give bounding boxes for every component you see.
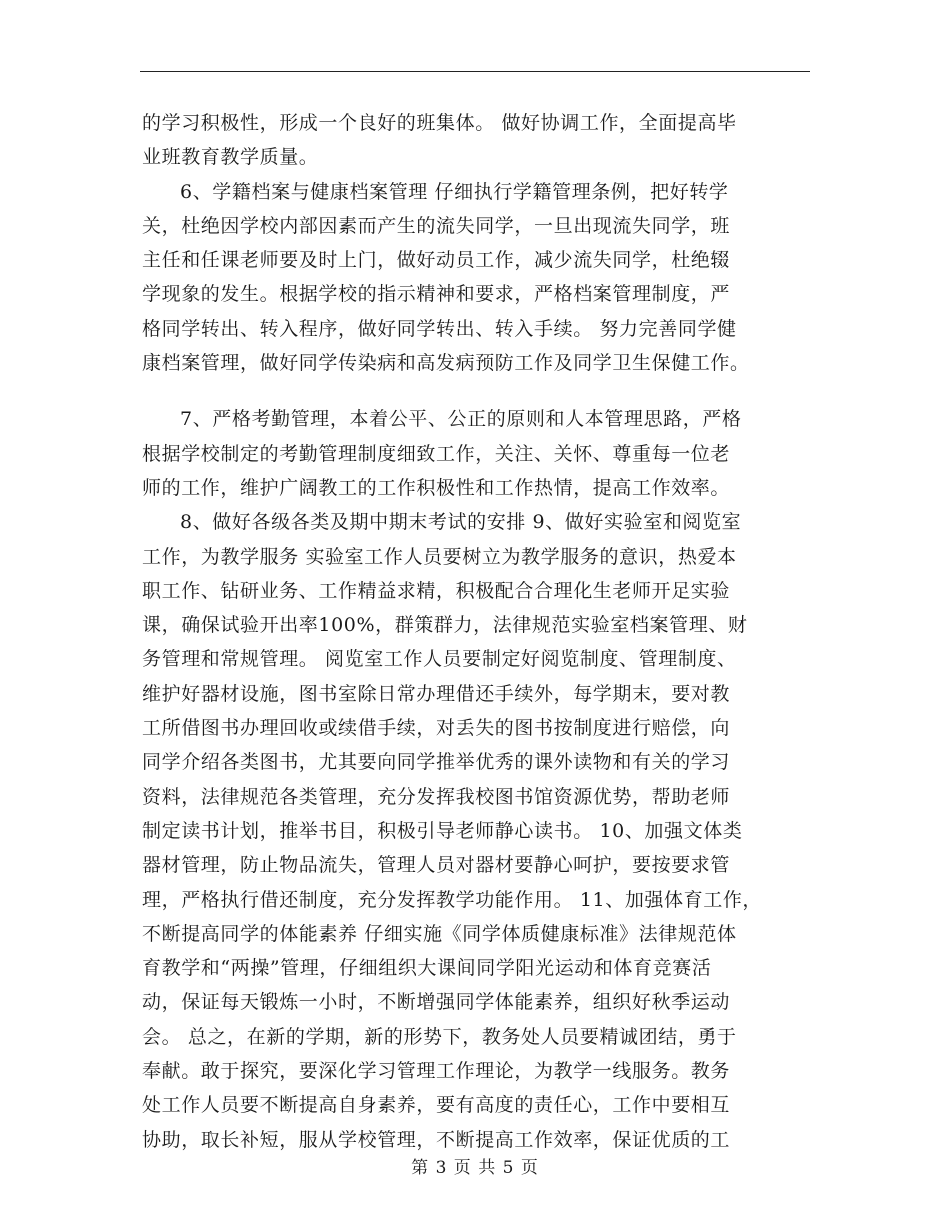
text-line: 业班教育教学质量。 [142, 146, 319, 169]
text-line: 关，杜绝因学校内部因素而产生的流失同学，一旦出现流失同学，班 [142, 214, 731, 237]
text-line: 器材管理，防止物品流失，管理人员对器材要静心呵护，要按要求管 [142, 854, 731, 877]
text-line: 不断提高同学的体能素养 仔细实施《同学体质健康标准》法律规范体 [142, 922, 737, 945]
text-line: 维护好器材设施，图书室除日常办理借还手续外，每学期末，要对教 [142, 682, 731, 705]
text-line: 同学介绍各类图书，尤其要向同学推举优秀的课外读物和有关的学习 [142, 751, 731, 774]
text-line: 育教学和“两操”管理，仔细组织大课间同学阳光运动和体育竞赛活 [142, 957, 712, 980]
text-line: 康档案管理，做好同学传染病和高发病预防工作及同学卫生保健工作。 [142, 352, 750, 375]
text-line: 根据学校制定的考勤管理制度细致工作，关注、关怀、尊重每一位老 [142, 442, 731, 465]
text-line: 师的工作，维护广阔教工的工作积极性和工作热情，提高工作效率。 [142, 476, 731, 499]
text-line: 8、做好各级各类及期中期末考试的安排 9、做好实验室和阅览室 [180, 511, 742, 534]
text-line: 资料，法律规范各类管理，充分发挥我校图书馆资源优势，帮助老师 [142, 785, 731, 808]
text-line: 工所借图书办理回收或续借手续，对丢失的图书按制度进行赔偿，向 [142, 717, 731, 740]
text-line: 务管理和常规管理。 阅览室工作人员要制定好阅览制度、管理制度、 [142, 648, 737, 671]
text-line: 6、学籍档案与健康档案管理 仔细执行学籍管理条例，把好转学 [180, 180, 729, 203]
text-line: 制定读书计划，推举书目，积极引导老师静心读书。 10、加强文体类 [142, 819, 743, 842]
text-line: 格同学转出、转入程序，做好同学转出、转入手续。 努力完善同学健 [142, 317, 737, 340]
text-line: 主任和任课老师要及时上门，做好动员工作，减少流失同学，杜绝辍 [142, 249, 731, 272]
text-line: 课，确保试验开出率100%，群策群力，法律规范实验室档案管理、财 [142, 614, 748, 637]
text-line: 处工作人员要不断提高自身素养，要有高度的责任心，工作中要相互 [142, 1094, 731, 1117]
text-line: 会。 总之，在新的学期，新的形势下，教务处人员要精诚团结，勇于 [142, 1025, 737, 1048]
text-line: 动，保证每天锻炼一小时，不断增强同学体能素养，组织好秋季运动 [142, 991, 731, 1014]
page-number: 第 3 页 共 5 页 [411, 1158, 539, 1178]
text-line: 7、严格考勤管理，本着公平、公正的原则和人本管理思路，严格 [180, 408, 742, 431]
text-line: 工作，为教学服务 实验室工作人员要树立为教学服务的意识，热爱本 [142, 545, 737, 568]
text-line: 理，严格执行借还制度，充分发挥教学功能作用。 11、加强体育工作， [142, 888, 763, 911]
text-line: 的学习积极性，形成一个良好的班集体。 做好协调工作，全面提高毕 [142, 112, 737, 134]
body-text [142, 106, 812, 1157]
paragraph-gap [142, 380, 812, 402]
text-line: 奉献。敢于探究，要深化学习管理工作理论，为教学一线服务。教务 [142, 1060, 731, 1083]
text-line: 职工作、钻研业务、工作精益求精，积极配合合理化生老师开足实验 [142, 579, 731, 602]
header-rule [140, 71, 810, 72]
text-line: 协助，取长补短，服从学校管理，不断提高工作效率，保证优质的工 [142, 1128, 731, 1151]
text-line: 学现象的发生。根据学校的指示精神和要求，严格档案管理制度，严 [142, 283, 731, 306]
